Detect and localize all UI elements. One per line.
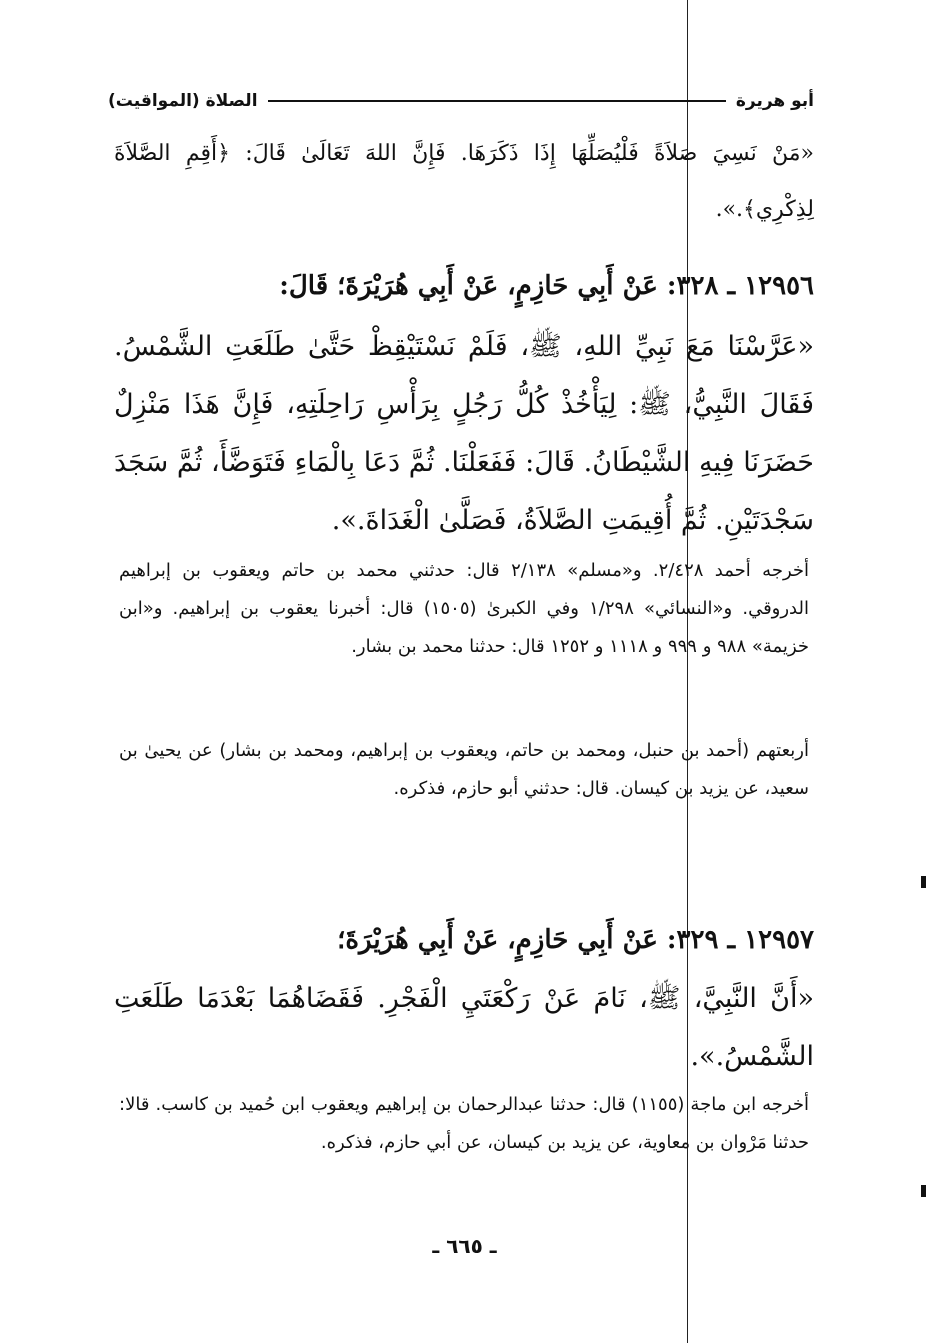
takhrij-paragraph: أربعتهم (أحمد بن حنبل، ومحمد بن حاتم، ويعقوب بن إبراهيم، ومحمد بن بشار) عن يحيىٰ بن سعيد، عن يزيد بن كيسان. قال: حدثني أبو حازم، فذكره. [119, 740, 809, 799]
takhrij-paragraph: أخرجه أحمد ٢/٤٢٨. و«مسلم» ٢/١٣٨ قال: حدثني محمد بن حاتم ويعقوب بن إبراهيم الدروقي. و«النسائي» ١/٢٩٨ وفي الكبرىٰ (١٥٠٥) قال: أخبرنا يعقوب بن إبراهيم. و«ابن خزيمة» ٩٨٨ و ٩٩٩ و ١١١٨ و ١٢٥٢ قال: حدثنا محمد بن بشار. [119, 560, 810, 657]
hadith-heading: ١٢٩٥٦ ـ ٣٢٨: عَنْ أَبِي حَازِمٍ، عَنْ أَبِي هُرَيْرَةَ؛ قَالَ: [279, 271, 814, 301]
edge-mark [921, 1185, 926, 1197]
page-number: ـ ٦٦٥ ـ [432, 1234, 497, 1258]
hadith-text: «عَرَّسْنَا مَعَ نَبِيِّ اللهِ، ﷺ، فَلَمْ نَسْتَيْقِظْ حَتَّىٰ طَلَعَتِ الشَّمْسُ. فَقَالَ النَّبِيُّ، ﷺ: لِيَأْخُذْ كُلُّ رَجُلٍ بِرَأْسِ رَاحِلَتِهِ، فَإِنَّ هَذَا مَنْزِلٌ حَضَرَنَا فِيهِ الشَّيْطَانُ. قَالَ: فَفَعَلْنَا. ثُمَّ دَعَا بِالْمَاءِ فَتَوَضَّأَ، ثُمَّ سَجَدَ سَجْدَتَيْنِ. ثُمَّ أُقِيمَتِ الصَّلاَةُ، فَصَلَّىٰ الْغَدَاةَ.». [114, 331, 814, 536]
hadith-heading: ١٢٩٥٧ ـ ٣٢٩: عَنْ أَبِي حَازِمٍ، عَنْ أَبِي هُرَيْرَةَ؛ [337, 925, 814, 955]
running-header [108, 86, 814, 116]
takhrij-paragraph: أخرجه ابن ماجة (١١٥٥) قال: حدثنا عبدالرحمان بن إبراهيم ويعقوب ابن حُميد بن كاسب. قالا: حدثنا مَرْوان بن معاوية، عن يزيد بن كيسان، عن أبي حازم، فذكره. [119, 1094, 809, 1153]
hadith-text: «أَنَّ النَّبِيَّ، ﷺ، نَامَ عَنْ رَكْعَتَيِ الْفَجْرِ. فَقَضَاهُمَا بَعْدَمَا طَلَعَتِ الشَّمْسُ.». [114, 983, 814, 1072]
header-rule [268, 100, 726, 102]
edge-mark [921, 876, 926, 888]
continued-text: «مَنْ نَسِيَ صَلاَةً فَلْيُصَلِّهَا إِذَا ذَكَرَهَا. فَإِنَّ اللهَ تَعَالَىٰ قَالَ: ﴿أَقِمِ الصَّلاَةَ لِذِكْرِي﴾.». [114, 141, 814, 222]
header-narrator: أبو هريرة [735, 91, 814, 111]
header-chapter: الصلاة (المواقيت) [108, 91, 258, 111]
